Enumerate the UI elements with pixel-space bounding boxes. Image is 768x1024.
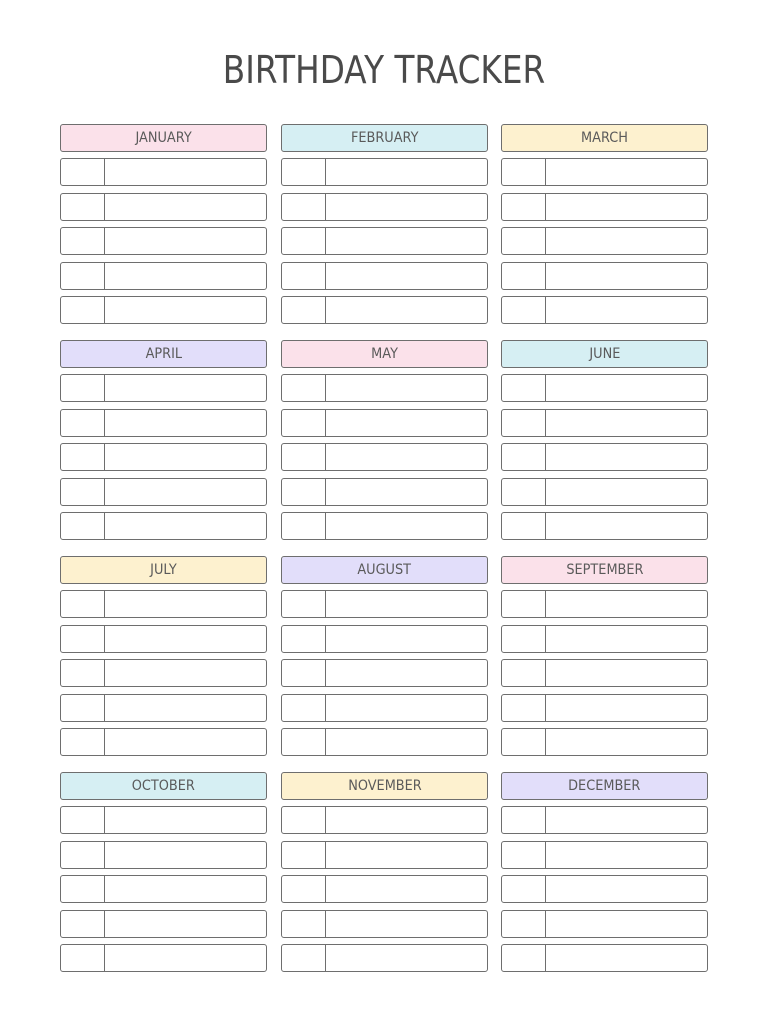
birthday-entry-row[interactable] xyxy=(60,262,267,290)
month-block-september xyxy=(501,556,708,756)
date-field[interactable] xyxy=(282,591,326,617)
birthday-entry-row[interactable] xyxy=(281,694,488,722)
name-field[interactable] xyxy=(105,263,266,289)
date-field[interactable] xyxy=(61,945,105,971)
name-field[interactable] xyxy=(105,660,266,686)
birthday-entry-row[interactable] xyxy=(60,694,267,722)
month-label: NOVEMBER xyxy=(347,778,422,794)
birthday-entry-row[interactable] xyxy=(60,728,267,756)
name-field[interactable] xyxy=(546,876,707,902)
date-field[interactable] xyxy=(61,479,105,505)
date-field[interactable] xyxy=(282,297,326,323)
birthday-entry-row[interactable] xyxy=(281,193,488,221)
name-field[interactable] xyxy=(546,626,707,652)
date-field[interactable] xyxy=(502,297,546,323)
name-field[interactable] xyxy=(105,807,266,833)
birthday-entry-row[interactable] xyxy=(501,478,708,506)
month-label: APRIL xyxy=(145,346,182,362)
date-field[interactable] xyxy=(282,695,326,721)
birthday-entry-row[interactable] xyxy=(501,374,708,402)
birthday-entry-row[interactable] xyxy=(60,590,267,618)
name-field[interactable] xyxy=(326,297,487,323)
birthday-entry-row[interactable] xyxy=(60,158,267,186)
month-header-august xyxy=(281,556,488,584)
birthday-entry-row[interactable] xyxy=(501,694,708,722)
name-field[interactable] xyxy=(546,842,707,868)
month-header-january xyxy=(60,124,267,152)
month-label: FEBRUARY xyxy=(350,130,419,146)
date-field[interactable] xyxy=(61,695,105,721)
date-field[interactable] xyxy=(61,911,105,937)
month-header-april xyxy=(60,340,267,368)
birthday-entry-row[interactable] xyxy=(60,512,267,540)
name-field[interactable] xyxy=(546,410,707,436)
name-field[interactable] xyxy=(105,159,266,185)
birthday-entry-row[interactable] xyxy=(281,443,488,471)
month-label: MAY xyxy=(371,346,398,362)
date-field[interactable] xyxy=(61,297,105,323)
name-field[interactable] xyxy=(105,626,266,652)
birthday-entry-row[interactable] xyxy=(60,841,267,869)
birthday-entry-row[interactable] xyxy=(501,944,708,972)
month-header-december xyxy=(501,772,708,800)
name-field[interactable] xyxy=(105,194,266,220)
date-field[interactable] xyxy=(61,729,105,755)
date-field[interactable] xyxy=(282,444,326,470)
month-block-december xyxy=(501,772,708,972)
date-field[interactable] xyxy=(502,660,546,686)
birthday-entry-row[interactable] xyxy=(281,262,488,290)
month-block-january xyxy=(60,124,267,324)
month-block-june xyxy=(501,340,708,540)
month-block-february xyxy=(281,124,488,324)
birthday-entry-row[interactable] xyxy=(281,659,488,687)
date-field[interactable] xyxy=(61,591,105,617)
date-field[interactable] xyxy=(282,159,326,185)
birthday-entry-row[interactable] xyxy=(281,512,488,540)
name-field[interactable] xyxy=(546,911,707,937)
birthday-entry-row[interactable] xyxy=(281,625,488,653)
month-block-october xyxy=(60,772,267,972)
date-field[interactable] xyxy=(61,513,105,539)
name-field[interactable] xyxy=(326,911,487,937)
name-field[interactable] xyxy=(326,807,487,833)
month-header-june xyxy=(501,340,708,368)
birthday-entry-row[interactable] xyxy=(501,590,708,618)
date-field[interactable] xyxy=(502,228,546,254)
birthday-entry-row[interactable] xyxy=(501,659,708,687)
name-field[interactable] xyxy=(105,591,266,617)
name-field[interactable] xyxy=(105,375,266,401)
date-field[interactable] xyxy=(282,263,326,289)
month-block-april xyxy=(60,340,267,540)
month-label: JULY xyxy=(150,562,177,578)
page-title: BIRTHDAY TRACKER xyxy=(222,48,546,92)
name-field[interactable] xyxy=(326,876,487,902)
month-label: AUGUST xyxy=(357,562,412,578)
birthday-entry-row[interactable] xyxy=(501,512,708,540)
date-field[interactable] xyxy=(61,410,105,436)
name-field[interactable] xyxy=(105,876,266,902)
date-field[interactable] xyxy=(502,911,546,937)
date-field[interactable] xyxy=(502,263,546,289)
name-field[interactable] xyxy=(105,513,266,539)
birthday-entry-row[interactable] xyxy=(60,875,267,903)
name-field[interactable] xyxy=(546,660,707,686)
date-field[interactable] xyxy=(502,513,546,539)
birthday-entry-row[interactable] xyxy=(60,193,267,221)
name-field[interactable] xyxy=(546,375,707,401)
birthday-entry-row[interactable] xyxy=(501,443,708,471)
date-field[interactable] xyxy=(282,911,326,937)
date-field[interactable] xyxy=(282,807,326,833)
date-field[interactable] xyxy=(61,159,105,185)
birthday-entry-row[interactable] xyxy=(281,227,488,255)
date-field[interactable] xyxy=(282,729,326,755)
date-field[interactable] xyxy=(61,842,105,868)
name-field[interactable] xyxy=(546,159,707,185)
name-field[interactable] xyxy=(326,410,487,436)
name-field[interactable] xyxy=(105,729,266,755)
date-field[interactable] xyxy=(61,660,105,686)
date-field[interactable] xyxy=(61,626,105,652)
month-block-august xyxy=(281,556,488,756)
birthday-entry-row[interactable] xyxy=(60,659,267,687)
birthday-entry-row[interactable] xyxy=(501,625,708,653)
date-field[interactable] xyxy=(282,228,326,254)
name-field[interactable] xyxy=(546,194,707,220)
name-field[interactable] xyxy=(105,479,266,505)
birthday-entry-row[interactable] xyxy=(281,910,488,938)
date-field[interactable] xyxy=(502,945,546,971)
date-field[interactable] xyxy=(502,444,546,470)
name-field[interactable] xyxy=(105,228,266,254)
birthday-entry-row[interactable] xyxy=(281,296,488,324)
name-field[interactable] xyxy=(546,513,707,539)
month-label: OCTOBER xyxy=(131,778,196,794)
name-field[interactable] xyxy=(326,375,487,401)
birthday-entry-row[interactable] xyxy=(501,875,708,903)
month-block-november xyxy=(281,772,488,972)
birthday-entry-row[interactable] xyxy=(60,227,267,255)
birthday-entry-row[interactable] xyxy=(501,806,708,834)
date-field[interactable] xyxy=(282,660,326,686)
date-field[interactable] xyxy=(502,194,546,220)
date-field[interactable] xyxy=(282,945,326,971)
month-block-may xyxy=(281,340,488,540)
date-field[interactable] xyxy=(282,375,326,401)
date-field[interactable] xyxy=(61,228,105,254)
birthday-entry-row[interactable] xyxy=(281,944,488,972)
date-field[interactable] xyxy=(502,375,546,401)
date-field[interactable] xyxy=(502,479,546,505)
name-field[interactable] xyxy=(546,729,707,755)
date-field[interactable] xyxy=(61,876,105,902)
name-field[interactable] xyxy=(326,660,487,686)
name-field[interactable] xyxy=(546,479,707,505)
birthday-entry-row[interactable] xyxy=(60,806,267,834)
month-header-may xyxy=(281,340,488,368)
date-field[interactable] xyxy=(502,842,546,868)
date-field[interactable] xyxy=(502,626,546,652)
birthday-entry-row[interactable] xyxy=(60,409,267,437)
month-label: DECEMBER xyxy=(568,778,641,794)
birthday-entry-row[interactable] xyxy=(501,227,708,255)
birthday-entry-row[interactable] xyxy=(60,478,267,506)
name-field[interactable] xyxy=(326,729,487,755)
month-header-march xyxy=(501,124,708,152)
date-field[interactable] xyxy=(61,807,105,833)
month-header-july xyxy=(60,556,267,584)
name-field[interactable] xyxy=(546,297,707,323)
name-field[interactable] xyxy=(546,945,707,971)
name-field[interactable] xyxy=(105,444,266,470)
name-field[interactable] xyxy=(326,842,487,868)
name-field[interactable] xyxy=(546,228,707,254)
name-field[interactable] xyxy=(326,444,487,470)
birthday-entry-row[interactable] xyxy=(281,590,488,618)
month-header-october xyxy=(60,772,267,800)
name-field[interactable] xyxy=(546,444,707,470)
name-field[interactable] xyxy=(326,695,487,721)
birthday-entry-row[interactable] xyxy=(60,910,267,938)
name-field[interactable] xyxy=(326,159,487,185)
name-field[interactable] xyxy=(326,626,487,652)
birthday-entry-row[interactable] xyxy=(501,728,708,756)
birthday-entry-row[interactable] xyxy=(60,944,267,972)
date-field[interactable] xyxy=(282,626,326,652)
name-field[interactable] xyxy=(105,695,266,721)
name-field[interactable] xyxy=(326,263,487,289)
name-field[interactable] xyxy=(546,695,707,721)
date-field[interactable] xyxy=(61,444,105,470)
birthday-entry-row[interactable] xyxy=(501,910,708,938)
birthday-entry-row[interactable] xyxy=(281,158,488,186)
birthday-entry-row[interactable] xyxy=(60,625,267,653)
name-field[interactable] xyxy=(105,297,266,323)
birthday-entry-row[interactable] xyxy=(60,374,267,402)
month-header-september xyxy=(501,556,708,584)
name-field[interactable] xyxy=(546,591,707,617)
birthday-entry-row[interactable] xyxy=(281,728,488,756)
name-field[interactable] xyxy=(326,194,487,220)
date-field[interactable] xyxy=(502,807,546,833)
birthday-entry-row[interactable] xyxy=(501,296,708,324)
birthday-entry-row[interactable] xyxy=(501,193,708,221)
date-field[interactable] xyxy=(61,375,105,401)
date-field[interactable] xyxy=(502,591,546,617)
date-field[interactable] xyxy=(61,194,105,220)
date-field[interactable] xyxy=(282,876,326,902)
date-field[interactable] xyxy=(282,479,326,505)
birthday-entry-row[interactable] xyxy=(281,806,488,834)
birthday-entry-row[interactable] xyxy=(281,374,488,402)
name-field[interactable] xyxy=(105,842,266,868)
birthday-entry-row[interactable] xyxy=(281,478,488,506)
name-field[interactable] xyxy=(326,228,487,254)
date-field[interactable] xyxy=(282,513,326,539)
name-field[interactable] xyxy=(105,410,266,436)
birthday-entry-row[interactable] xyxy=(501,158,708,186)
month-label: JANUARY xyxy=(135,130,192,146)
month-header-november xyxy=(281,772,488,800)
date-field[interactable] xyxy=(282,194,326,220)
name-field[interactable] xyxy=(326,479,487,505)
date-field[interactable] xyxy=(502,876,546,902)
birthday-entry-row[interactable] xyxy=(501,409,708,437)
birthday-entry-row[interactable] xyxy=(501,262,708,290)
birthday-entry-row[interactable] xyxy=(281,409,488,437)
date-field[interactable] xyxy=(502,729,546,755)
name-field[interactable] xyxy=(105,945,266,971)
name-field[interactable] xyxy=(546,263,707,289)
name-field[interactable] xyxy=(546,807,707,833)
birthday-entry-row[interactable] xyxy=(501,841,708,869)
date-field[interactable] xyxy=(282,410,326,436)
date-field[interactable] xyxy=(61,263,105,289)
month-block-july xyxy=(60,556,267,756)
name-field[interactable] xyxy=(105,911,266,937)
date-field[interactable] xyxy=(282,842,326,868)
month-label: MARCH xyxy=(581,130,628,146)
name-field[interactable] xyxy=(326,513,487,539)
month-block-march xyxy=(501,124,708,324)
month-header-february xyxy=(281,124,488,152)
birthday-entry-row[interactable] xyxy=(281,875,488,903)
name-field[interactable] xyxy=(326,591,487,617)
date-field[interactable] xyxy=(502,159,546,185)
date-field[interactable] xyxy=(502,410,546,436)
birthday-entry-row[interactable] xyxy=(281,841,488,869)
name-field[interactable] xyxy=(326,945,487,971)
birthday-entry-row[interactable] xyxy=(60,296,267,324)
birthday-entry-row[interactable] xyxy=(60,443,267,471)
month-label: JUNE xyxy=(588,346,620,362)
date-field[interactable] xyxy=(502,695,546,721)
month-label: SEPTEMBER xyxy=(565,562,644,578)
